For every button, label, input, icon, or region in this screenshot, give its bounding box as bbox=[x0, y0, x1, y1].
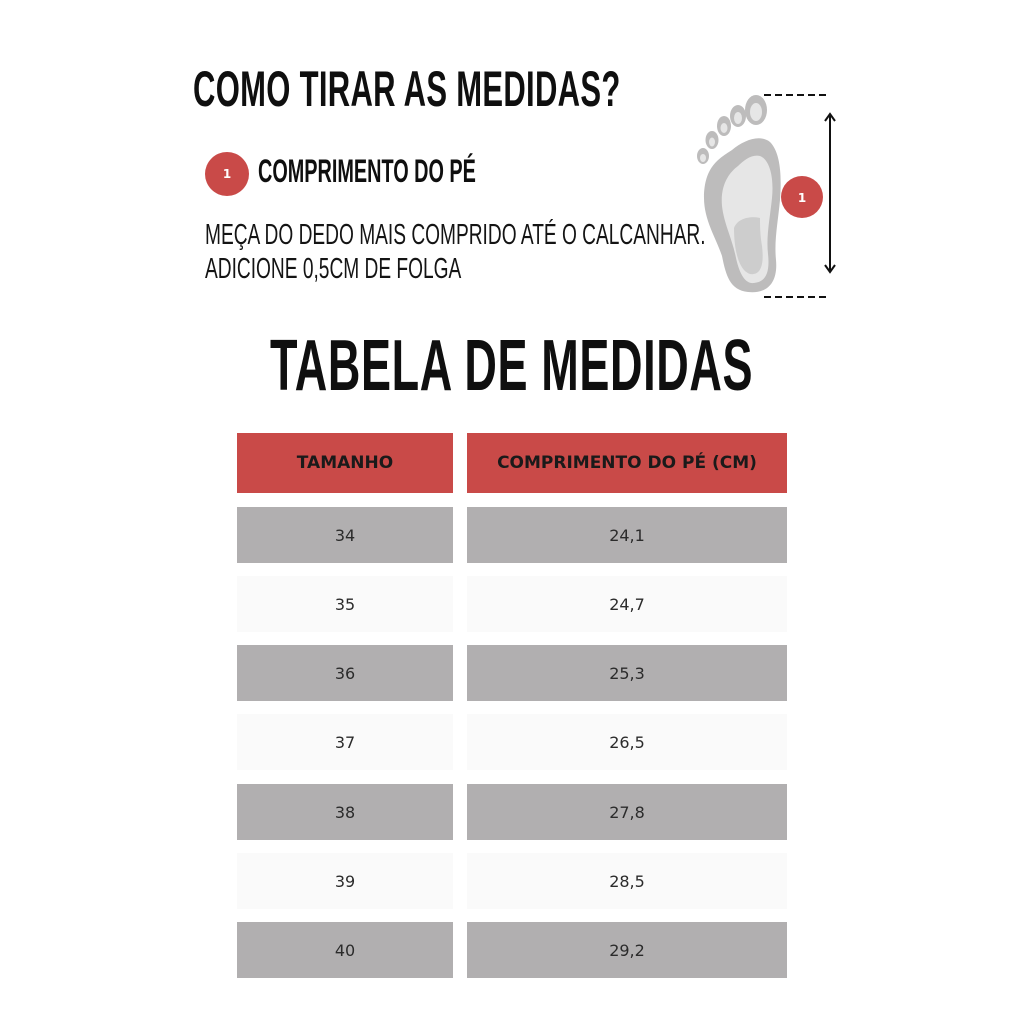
size-cell: 34 bbox=[237, 507, 453, 563]
step-number-badge: 1 bbox=[205, 152, 249, 196]
header-foot-length: COMPRIMENTO DO PÉ (CM) bbox=[467, 433, 787, 493]
table-row bbox=[237, 645, 787, 701]
foot-measurement-icon bbox=[690, 88, 840, 300]
table-row bbox=[237, 507, 787, 563]
length-cell: 24,1 bbox=[467, 507, 787, 563]
table-row bbox=[237, 853, 787, 909]
size-cell: 37 bbox=[237, 714, 453, 770]
size-cell: 36 bbox=[237, 645, 453, 701]
how-to-measure-title: COMO TIRAR AS MEDIDAS? bbox=[193, 61, 621, 117]
size-cell: 35 bbox=[237, 576, 453, 632]
table-row bbox=[237, 922, 787, 978]
length-cell: 29,2 bbox=[467, 922, 787, 978]
marker-number: 1 bbox=[797, 191, 807, 205]
table-row bbox=[237, 714, 787, 770]
foot-sole-icon bbox=[697, 95, 781, 292]
table-row bbox=[237, 576, 787, 632]
length-cell: 28,5 bbox=[467, 853, 787, 909]
length-cell: 24,7 bbox=[467, 576, 787, 632]
instructions-text bbox=[205, 218, 706, 286]
step-title: COMPRIMENTO DO PÉ bbox=[258, 153, 476, 189]
table-header-row bbox=[237, 433, 787, 489]
instruction-line-1: MEÇA DO DEDO MAIS COMPRIDO ATÉ O CALCANHAR. bbox=[205, 219, 706, 251]
length-cell: 27,8 bbox=[467, 784, 787, 840]
header-size: TAMANHO bbox=[237, 433, 453, 493]
size-cell: 38 bbox=[237, 784, 453, 840]
size-cell: 39 bbox=[237, 853, 453, 909]
size-cell: 40 bbox=[237, 922, 453, 978]
length-cell: 25,3 bbox=[467, 645, 787, 701]
size-table-title: TABELA DE MEDIDAS bbox=[270, 326, 754, 406]
instruction-line-2: ADICIONE 0,5CM DE FOLGA bbox=[205, 253, 462, 285]
table-row bbox=[237, 784, 787, 840]
length-cell: 26,5 bbox=[467, 714, 787, 770]
